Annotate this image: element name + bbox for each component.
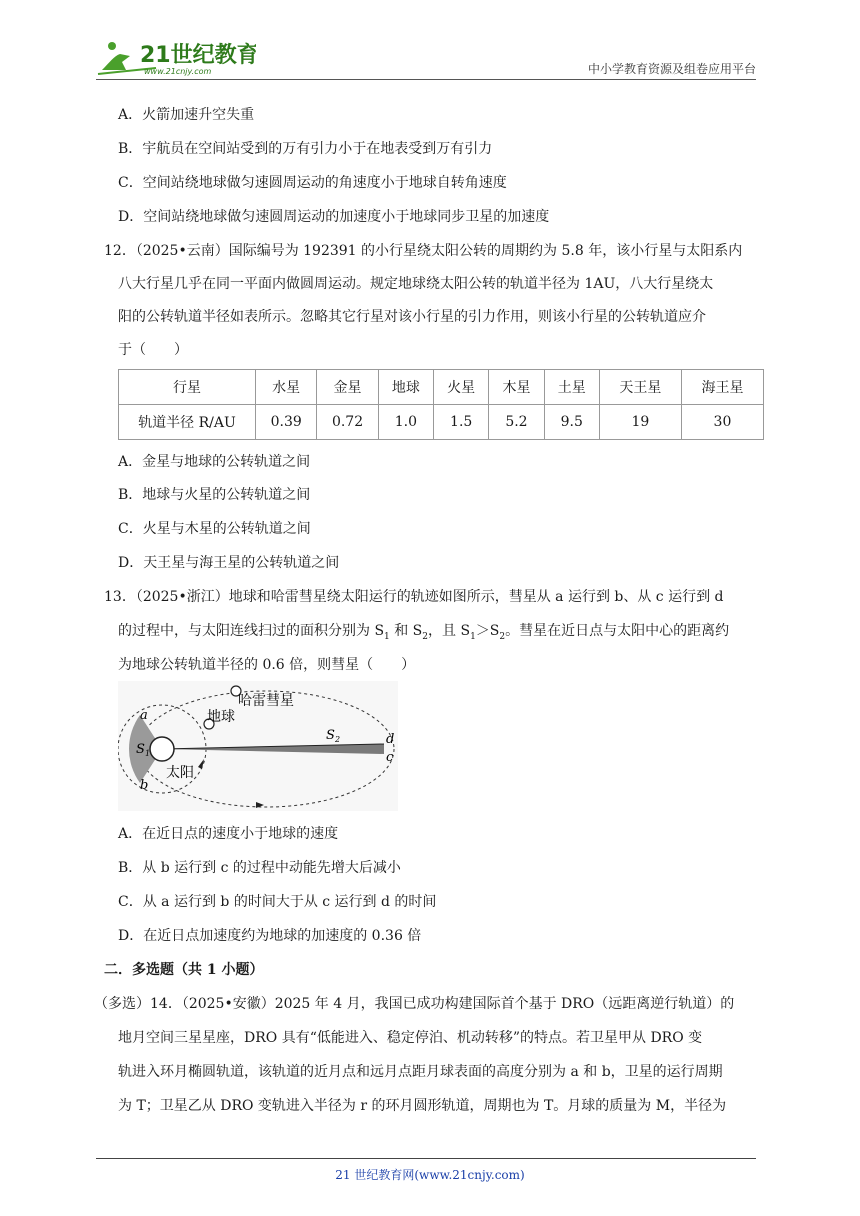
q14-stem-line2: 地月空间三星星座，DRO 具有“低能进入、稳定停泊、机动转移”的特点。若卫星甲从 DRO 变 [118, 1030, 703, 1046]
logo-text: 21世纪教育 [140, 43, 256, 68]
table-cell: 轨道半径 R/AU [119, 405, 256, 440]
table-header-cell: 火星 [434, 370, 489, 405]
label-s1-sub: 1 [145, 749, 151, 758]
section-heading: 二．多选题（共 1 小题） [104, 962, 264, 978]
table-header-cell: 金星 [317, 370, 378, 405]
q12-stem-line4: 于（ ） [118, 342, 188, 358]
q12-stem-line3: 阳的公转轨道半径如表所示。忽略其它行星对该小行星的引力作用，则该小行星的公转轨道应介 [118, 309, 706, 325]
label-d: d [386, 732, 395, 747]
orbit-radius-table [118, 369, 764, 440]
table-cell: 19 [599, 405, 681, 440]
table-header-cell: 天王星 [599, 370, 681, 405]
table-header-cell: 木星 [489, 370, 544, 405]
table-header-cell: 地球 [378, 370, 433, 405]
table-cell: 5.2 [489, 405, 544, 440]
table-cell: 0.72 [317, 405, 378, 440]
label-s1: S [136, 742, 145, 757]
q12-stem-line1: 12．（2025•云南）国际编号为 192391 的小行星绕太阳公转的周期约为 5.8 年，该小行星与太阳系内 [104, 243, 743, 259]
table-cell: 30 [681, 405, 763, 440]
logo-url: www.21cnjy.com [144, 67, 212, 76]
q14-stem-line1: （多选）14．（2025•安徽）2025 年 4 月，我国已成功构建国际首个基于 DRO（远距离逆行轨道）的 [94, 996, 735, 1012]
label-b: b [140, 778, 149, 793]
q13-stem-line2: 的过程中，与太阳连线扫过的面积分别为 $S_1$ 和 $S_2$，且 $S_1>S_2$。彗星在近日点与太阳中心的距离约 [118, 623, 730, 642]
label-earth: 地球 [207, 709, 235, 725]
table-row [119, 405, 764, 440]
footer-divider [96, 1158, 756, 1159]
table-header-cell: 行星 [119, 370, 256, 405]
header-platform-text: 中小学教育资源及组卷应用平台 [587, 62, 756, 76]
table-header-cell: 土星 [544, 370, 599, 405]
label-sun: 太阳 [166, 765, 194, 781]
label-comet: 哈雷彗星 [238, 693, 294, 709]
table-header-cell: 水星 [256, 370, 317, 405]
table-row [119, 370, 764, 405]
q14-stem-line4: 为 T；卫星乙从 DRO 变轨进入半径为 r 的环月圆形轨道，周期也为 T。月球的质量为 M，半径为 [118, 1098, 727, 1114]
q12-stem-line2: 八大行星几乎在同一平面内做圆周运动。规定地球绕太阳公转的轨道半径为 1AU，八大行星绕太 [118, 276, 714, 292]
q12-option-a: A．金星与地球的公转轨道之间 [118, 454, 311, 470]
q11-option-d: D．空间站绕地球做匀速圆周运动的加速度小于地球同步卫星的加速度 [118, 209, 550, 225]
sun [150, 737, 174, 761]
q13-option-d: D．在近日点加速度约为地球的加速度的 0.36 倍 [118, 928, 422, 944]
header-divider [96, 79, 756, 80]
label-a: a [140, 708, 148, 723]
q13-stem-line3: 为地球公转轨道半径的 0.6 倍，则彗星（ ） [118, 657, 416, 673]
table-cell: 0.39 [256, 405, 317, 440]
orbit-figure [118, 681, 398, 811]
table-cell: 1.0 [378, 405, 433, 440]
q11-option-c: C．空间站绕地球做匀速圆周运动的角速度小于地球自转角速度 [118, 175, 507, 191]
label-s2-sub: 2 [335, 735, 341, 744]
q14-stem-line3: 轨进入环月椭圆轨道，该轨道的近月点和远月点距月球表面的高度分别为 a 和 b，卫星的运行周期 [118, 1064, 723, 1080]
q11-option-b: B．宇航员在空间站受到的万有引力小于在地表受到万有引力 [118, 141, 493, 157]
label-c: c [386, 750, 394, 765]
q12-option-c: C．火星与木星的公转轨道之间 [118, 521, 311, 537]
table-cell: 9.5 [544, 405, 599, 440]
q13-option-c: C．从 a 运行到 b 的时间大于从 c 运行到 d 的时间 [118, 894, 437, 910]
footer-link[interactable]: 21 世纪教育网(www.21cnjy.com) [335, 1168, 525, 1182]
q12-option-d: D．天王星与海王星的公转轨道之间 [118, 555, 340, 571]
q13-stem-line1: 13．（2025•浙江）地球和哈雷彗星绕太阳运行的轨迹如图所示，彗星从 a 运行到 b、从 c 运行到 d [104, 589, 724, 605]
q13-option-b: B．从 b 运行到 c 的过程中动能先增大后减小 [118, 860, 401, 876]
q12-option-b: B．地球与火星的公转轨道之间 [118, 487, 311, 503]
q13-option-a: A．在近日点的速度小于地球的速度 [118, 826, 339, 842]
site-logo [96, 36, 256, 80]
table-header-cell: 海王星 [681, 370, 763, 405]
table-cell: 1.5 [434, 405, 489, 440]
q11-option-a: A．火箭加速升空失重 [118, 107, 255, 123]
label-s2: S [326, 728, 335, 743]
